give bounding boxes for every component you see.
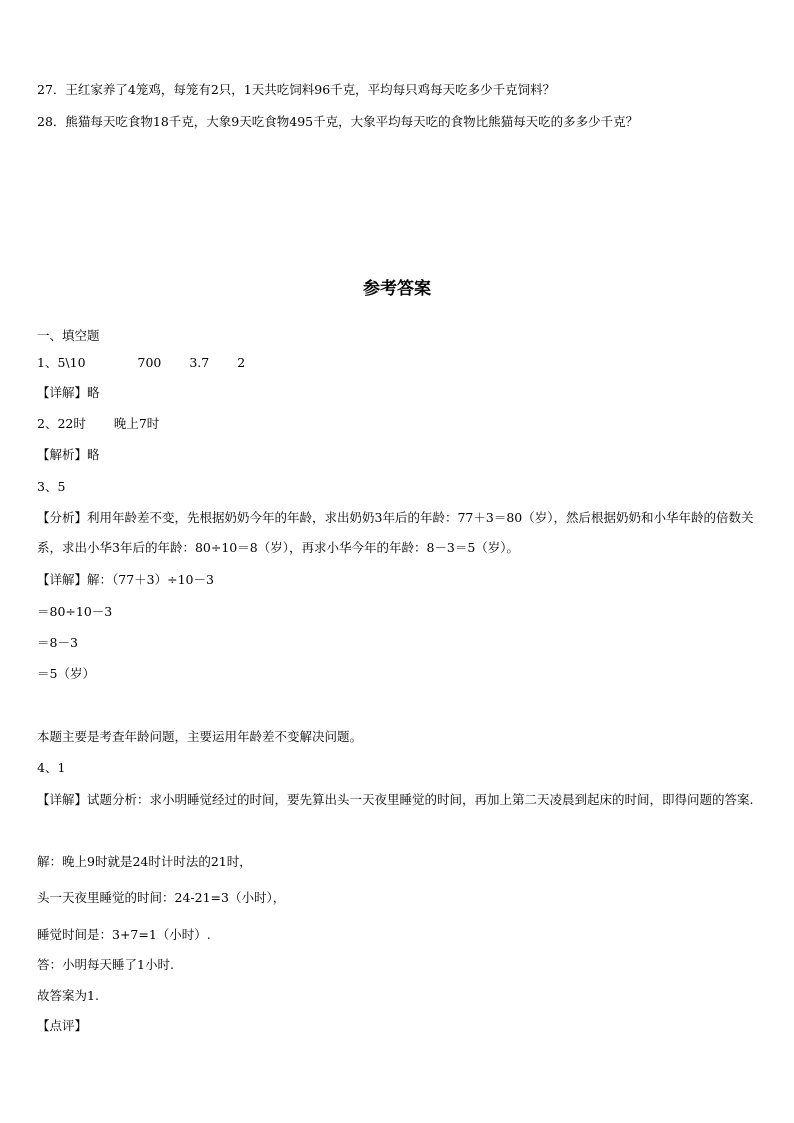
answer-4-line1: 解：晚上9时就是24时计时法的21时， xyxy=(37,854,252,869)
question-28: 28．熊猫每天吃食物18千克，大象9天吃食物495千克，大象平均每天吃的食物比熊猫每天吃的多多少千克？ xyxy=(37,114,639,129)
answer-1 xyxy=(37,354,245,372)
answer-3-step1: ＝80÷10－3 xyxy=(37,604,113,619)
section-heading: 一、填空题 xyxy=(37,328,100,343)
answer-3-analysis: 【分析】利用年龄差不变，先根据奶奶今年的年龄，求出奶奶3年后的年龄：77＋3＝80（岁），然后根据奶奶和小华年龄的倍数关系，求出小华3年后的年龄：80÷10＝8（岁），再求小华今年的年龄：8－3＝5（岁）。 xyxy=(37,510,754,555)
answer-2-analysis: 【解析】略 xyxy=(37,447,100,462)
answer-3: 3、5 xyxy=(37,479,66,494)
question-27: 27．王红家养了4笼鸡，每笼有2只，1天共吃饲料96千克，平均每只鸡每天吃多少千克饲料？ xyxy=(37,82,556,97)
answer-1-part4: 2 xyxy=(237,355,246,370)
answer-2-part1: 2、22时 xyxy=(37,416,86,431)
answer-3-summary: 本题主要是考查年龄问题，主要运用年龄差不变解决问题。 xyxy=(37,729,363,744)
answer-1-part3: 3.7 xyxy=(189,355,210,370)
answer-3-step3: ＝5（岁） xyxy=(37,666,95,681)
answer-4-detail: 【详解】试题分析：求小明睡觉经过的时间，要先算出头一天夜里睡觉的时间，再加上第二天凌晨到起床的时间，即得问题的答案. xyxy=(37,792,754,807)
answer-3-detail: 【详解】解：（77＋3）÷10－3 xyxy=(37,572,214,587)
answer-2 xyxy=(37,415,159,433)
answer-title: 参考答案 xyxy=(363,279,431,299)
answer-2-part2: 晚上7时 xyxy=(113,416,160,431)
answer-1-part2: 700 xyxy=(137,355,162,370)
answer-1-part1: 1、5\10 xyxy=(37,355,86,370)
answer-1-detail: 【详解】略 xyxy=(37,385,100,400)
answer-4-comment: 【点评】 xyxy=(37,1018,88,1033)
answer-4-line5: 故答案为1. xyxy=(37,988,99,1003)
answer-4-line2: 头一天夜里睡觉的时间：24-21=3（小时）， xyxy=(37,890,286,905)
answer-4-line4: 答：小明每天睡了1小时. xyxy=(37,957,174,972)
answer-3-step2: ＝8－3 xyxy=(37,635,78,650)
answer-4-line3: 睡觉时间是：3+7=1（小时）. xyxy=(37,927,211,942)
answer-4: 4、1 xyxy=(37,760,66,775)
